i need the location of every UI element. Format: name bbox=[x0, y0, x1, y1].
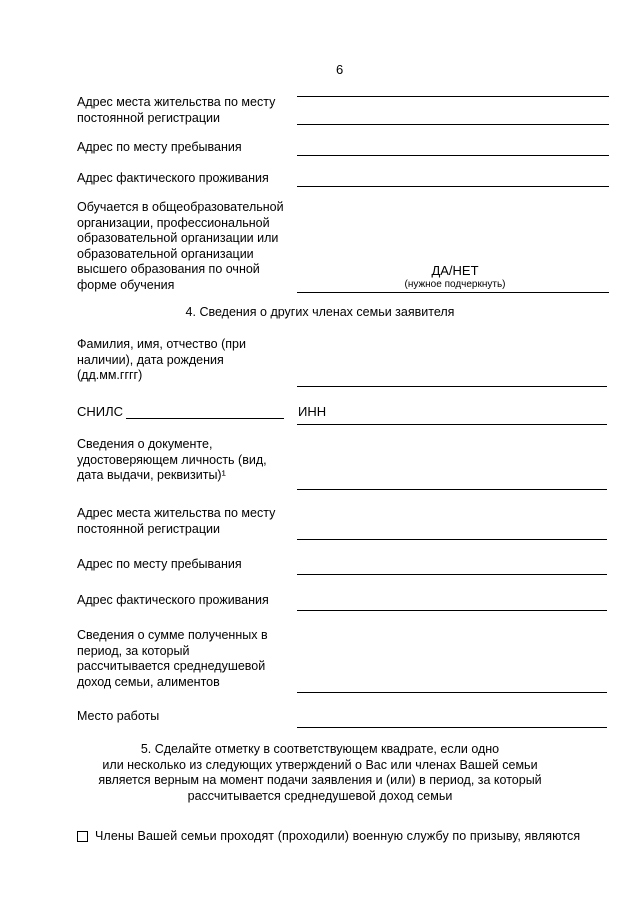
section-5-instructions bbox=[60, 742, 580, 804]
member-address-stay-line[interactable] bbox=[297, 574, 607, 575]
section-5-line-1: 5. Сделайте отметку в соответствующем квадрате, если одно bbox=[140, 742, 500, 756]
full-name-line[interactable] bbox=[297, 386, 607, 387]
member-address-stay-label: Адрес по месту пребывания bbox=[77, 557, 242, 571]
snils-line[interactable] bbox=[126, 418, 284, 419]
member-address-registration-label: Адрес места жительства по месту постоянной регистрации bbox=[77, 506, 276, 536]
id-document-line[interactable] bbox=[297, 489, 607, 490]
page-number: 6 bbox=[336, 62, 344, 77]
section-5-line-3: является верным на момент подачи заявления и (или) в период, за который bbox=[98, 773, 542, 787]
address-registration-line-2[interactable] bbox=[297, 124, 609, 125]
yes-no-option[interactable]: ДА/НЕТ bbox=[431, 263, 479, 278]
section-5-line-4: рассчитывается среднедушевой доход семьи bbox=[187, 788, 453, 803]
member-address-actual-line[interactable] bbox=[297, 610, 607, 611]
military-service-item[interactable] bbox=[77, 829, 607, 843]
yes-no-hint: (нужное подчеркнуть) bbox=[404, 279, 506, 290]
workplace-line[interactable] bbox=[297, 727, 607, 728]
education-question-label: Обучается в общеобразовательной организации, профессиональной образовательной организации или образовательной организации высшего образования по очной форме обучения bbox=[77, 200, 284, 292]
income-line[interactable] bbox=[297, 692, 607, 693]
address-registration-line-1[interactable] bbox=[297, 96, 609, 97]
member-address-actual-label: Адрес фактического проживания bbox=[77, 593, 269, 607]
section-4-title: 4. Сведения о других членах семьи заявителя bbox=[185, 305, 455, 319]
address-stay-line[interactable] bbox=[297, 155, 609, 156]
section-5-line-2: или несколько из следующих утверждений о Вас или членах Вашей семьи bbox=[102, 757, 538, 772]
military-service-text: Члены Вашей семьи проходят (проходили) военную службу по призыву, являются bbox=[95, 829, 581, 843]
address-stay-label: Адрес по месту пребывания bbox=[77, 140, 242, 154]
id-document-label: Сведения о документе, удостоверяющем личность (вид, дата выдачи, реквизиты)¹ bbox=[77, 437, 267, 482]
address-actual-label: Адрес фактического проживания bbox=[77, 171, 269, 185]
snils-label: СНИЛС bbox=[77, 404, 124, 419]
address-actual-line[interactable] bbox=[297, 186, 609, 187]
workplace-label: Место работы bbox=[77, 709, 160, 723]
inn-label: ИНН bbox=[298, 404, 327, 419]
education-line[interactable] bbox=[297, 292, 609, 293]
address-registration-label: Адрес места жительства по месту постоянной регистрации bbox=[77, 95, 276, 125]
checkbox-icon[interactable] bbox=[77, 831, 88, 842]
member-address-registration-line[interactable] bbox=[297, 539, 607, 540]
inn-line[interactable] bbox=[297, 424, 607, 425]
income-label: Сведения о сумме полученных в период, за который рассчитывается среднедушевой доход семьи, алиментов bbox=[77, 628, 268, 689]
full-name-label: Фамилия, имя, отчество (при наличии), дата рождения (дд.мм.гггг) bbox=[77, 337, 246, 382]
